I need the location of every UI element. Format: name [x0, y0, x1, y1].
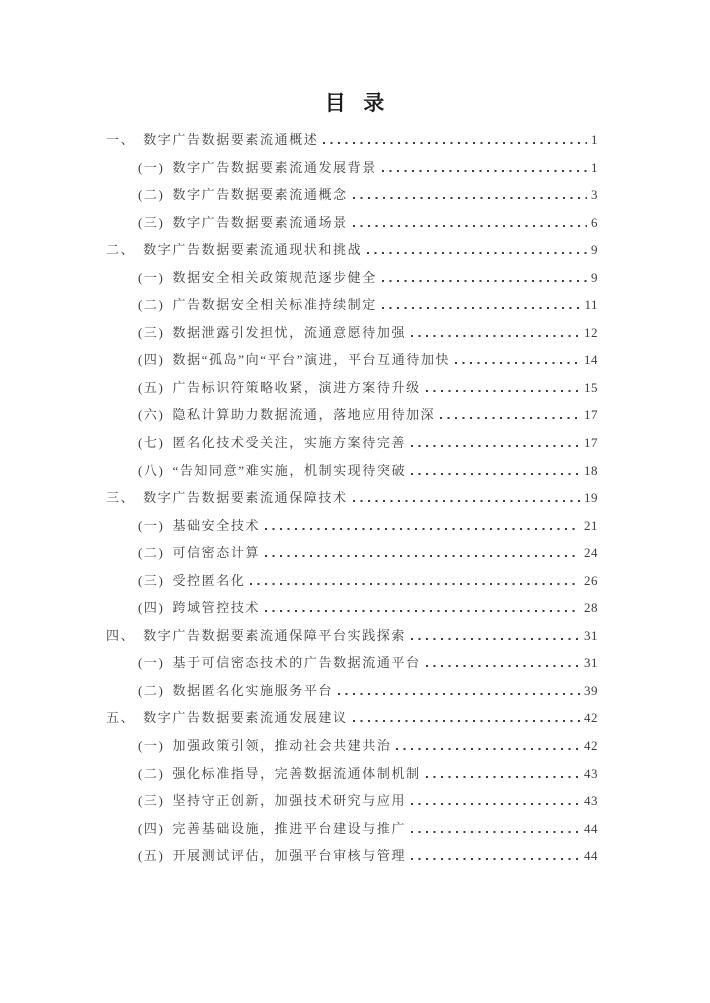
toc-entry[interactable]	[0, 346, 710, 374]
dot-leader	[396, 748, 580, 750]
dot-leader	[338, 693, 580, 695]
toc-entry-label: 完善基础设施，推进平台建设与推广	[172, 820, 407, 836]
toc-entry[interactable]	[0, 704, 710, 732]
toc-page-number: 21	[584, 517, 598, 533]
toc-entry-number: (四)	[138, 600, 165, 616]
toc-page-number: 24	[584, 545, 598, 561]
dot-leader	[265, 528, 580, 530]
toc-entry-number: (一)	[138, 517, 165, 533]
dot-leader	[426, 390, 580, 392]
toc-entry-number: (三)	[138, 793, 165, 809]
toc-entry-number: (一)	[138, 655, 165, 671]
toc-page-number: 31	[584, 655, 598, 671]
toc-entry-label: 开展测试评估，加强平台审核与管理	[172, 848, 407, 864]
toc-entry-number: (五)	[138, 379, 165, 395]
toc-entry[interactable]	[0, 677, 710, 705]
toc-entry[interactable]	[0, 209, 710, 237]
toc-entry-label: 数据安全相关政策规范逐步健全	[172, 269, 377, 285]
toc-entry-number: (七)	[138, 435, 165, 451]
toc-entry-label: 数字广告数据要素流通发展背景	[172, 159, 377, 175]
dot-leader	[440, 417, 580, 419]
toc-entry[interactable]	[0, 126, 710, 154]
dot-leader	[353, 500, 580, 502]
toc-page-number: 42	[584, 710, 598, 726]
toc-entry-label: 广告数据安全相关标准持续制定	[172, 297, 377, 313]
dot-leader	[411, 445, 580, 447]
toc-page-number: 42	[584, 738, 598, 754]
dot-leader	[411, 831, 580, 833]
toc-page-number: 18	[584, 462, 598, 478]
toc-entry-label: 数据匿名化实施服务平台	[172, 682, 334, 698]
toc-entry-label: 受控匿名化	[172, 572, 246, 588]
toc-entry-number: (二)	[138, 187, 165, 203]
toc-page-number: 31	[584, 627, 598, 643]
dot-leader	[411, 335, 580, 337]
toc-entry-number: 四、	[106, 627, 136, 643]
toc-entry-number: (四)	[138, 352, 165, 368]
toc-entry-label: 数字广告数据要素流通保障平台实践探索	[143, 627, 407, 643]
toc-entry-number: (一)	[138, 159, 165, 175]
toc-page-number: 43	[584, 765, 598, 781]
toc-entry-label: 基础安全技术	[172, 517, 261, 533]
toc-entry-number: (三)	[138, 214, 165, 230]
toc-page-number: 1	[591, 159, 598, 175]
toc-entry[interactable]	[0, 842, 710, 870]
toc-entry-number: 一、	[106, 132, 136, 147]
toc-entry[interactable]	[0, 457, 710, 485]
toc-page-number: 26	[584, 572, 598, 588]
toc-entry-label: 数字广告数据要素流通概念	[172, 187, 348, 203]
toc-entry[interactable]	[0, 154, 710, 182]
toc-entry-number: (一)	[138, 738, 165, 754]
toc-entry-label: 加强政策引领，推动社会共建共治	[172, 738, 392, 754]
toc-entry-label: “告知同意”难实施，机制实现待突破	[172, 462, 407, 478]
toc-entry-label: 跨域管控技术	[172, 600, 261, 616]
toc-entry-label: 隐私计算助力数据流通，落地应用待加深	[172, 407, 436, 423]
toc-page-number: 3	[591, 187, 598, 203]
toc-entry-label: 数字广告数据要素流通概述	[143, 132, 319, 147]
toc-entry-number: (八)	[138, 462, 165, 478]
toc-entry-label: 广告标识符策略收紧，演进方案待升级	[172, 379, 421, 395]
dot-leader	[426, 665, 580, 667]
toc-entry[interactable]	[0, 567, 710, 595]
dot-leader	[411, 473, 580, 475]
toc-entry[interactable]	[0, 319, 710, 347]
toc-entry[interactable]	[0, 622, 710, 650]
toc-page-number: 14	[584, 352, 598, 368]
toc-page-number: 17	[584, 435, 598, 451]
toc-list	[0, 126, 710, 870]
toc-entry-label: 强化标准指导，完善数据流通体制机制	[172, 765, 421, 781]
toc-entry-number: (三)	[138, 572, 165, 588]
toc-entry-label: 数字广告数据要素流通发展建议	[143, 710, 348, 726]
toc-entry[interactable]	[0, 484, 710, 512]
dot-leader	[382, 307, 581, 309]
toc-entry[interactable]	[0, 401, 710, 429]
toc-page-number: 15	[584, 379, 598, 395]
dot-leader	[411, 638, 580, 640]
toc-entry-label: 数据“孤岛”向“平台”演进，平台互通待加快	[172, 352, 451, 368]
toc-page-number: 11	[584, 297, 598, 313]
dot-leader	[353, 225, 587, 227]
toc-page-number: 9	[591, 269, 598, 285]
dot-leader	[367, 252, 587, 254]
dot-leader	[353, 197, 587, 199]
dot-leader	[353, 720, 580, 722]
toc-entry-number: 五、	[106, 710, 136, 726]
toc-entry-number: (二)	[138, 297, 165, 313]
toc-entry-number: (二)	[138, 682, 165, 698]
toc-entry[interactable]	[0, 539, 710, 567]
toc-page-number: 6	[591, 214, 598, 230]
toc-entry-number: (二)	[138, 765, 165, 781]
toc-page-number: 43	[584, 793, 598, 809]
toc-entry[interactable]	[0, 236, 710, 264]
toc-entry[interactable]	[0, 815, 710, 843]
toc-entry-label: 数字广告数据要素流通保障技术	[143, 490, 348, 506]
toc-entry-label: 基于可信密态技术的广告数据流通平台	[172, 655, 421, 671]
toc-entry-label: 数据泄露引发担忧，流通意愿待加强	[172, 324, 407, 340]
toc-page-number: 1	[591, 132, 598, 147]
toc-entry-number: (三)	[138, 324, 165, 340]
toc-entry[interactable]	[0, 649, 710, 677]
toc-entry[interactable]	[0, 291, 710, 319]
toc-entry[interactable]	[0, 374, 710, 402]
dot-leader	[265, 610, 580, 612]
toc-entry-label: 可信密态计算	[172, 545, 261, 561]
toc-page-number: 28	[584, 600, 598, 616]
toc-entry-number: 二、	[106, 242, 136, 258]
toc-page-number: 17	[584, 407, 598, 423]
toc-entry-number: (二)	[138, 545, 165, 561]
toc-entry-label: 匿名化技术受关注，实施方案待完善	[172, 435, 407, 451]
toc-entry-number: 三、	[106, 490, 136, 506]
toc-entry-label: 数字广告数据要素流通现状和挑战	[143, 242, 363, 258]
toc-entry[interactable]	[0, 429, 710, 457]
dot-leader	[411, 858, 580, 860]
dot-leader	[411, 803, 580, 805]
dot-leader	[426, 776, 580, 778]
page-title: 目 录	[324, 91, 386, 115]
toc-page-number: 44	[584, 848, 598, 864]
toc-page-number: 44	[584, 820, 598, 836]
toc-entry-number: (五)	[138, 848, 165, 864]
toc-entry-number: (四)	[138, 820, 165, 836]
toc-entry-number: (六)	[138, 407, 165, 423]
toc-entry[interactable]	[0, 732, 710, 760]
toc-entry[interactable]	[0, 512, 710, 540]
toc-entry-label: 坚持守正创新，加强技术研究与应用	[172, 793, 407, 809]
dot-leader	[265, 555, 580, 557]
toc-entry-label: 数字广告数据要素流通场景	[172, 214, 348, 230]
toc-page-number: 19	[584, 490, 598, 506]
toc-entry[interactable]	[0, 594, 710, 622]
toc-page-number: 12	[584, 324, 598, 340]
toc-entry[interactable]	[0, 181, 710, 209]
toc-entry[interactable]	[0, 760, 710, 788]
dot-leader	[250, 583, 580, 585]
dot-leader	[382, 280, 587, 282]
toc-entry-number: (一)	[138, 269, 165, 285]
dot-leader	[382, 170, 587, 172]
dot-leader	[455, 362, 580, 364]
dot-leader	[323, 142, 587, 144]
toc-entry[interactable]	[0, 264, 710, 292]
toc-entry[interactable]	[0, 787, 710, 815]
toc-page-number: 9	[591, 242, 598, 258]
toc-page-number: 39	[584, 682, 598, 698]
